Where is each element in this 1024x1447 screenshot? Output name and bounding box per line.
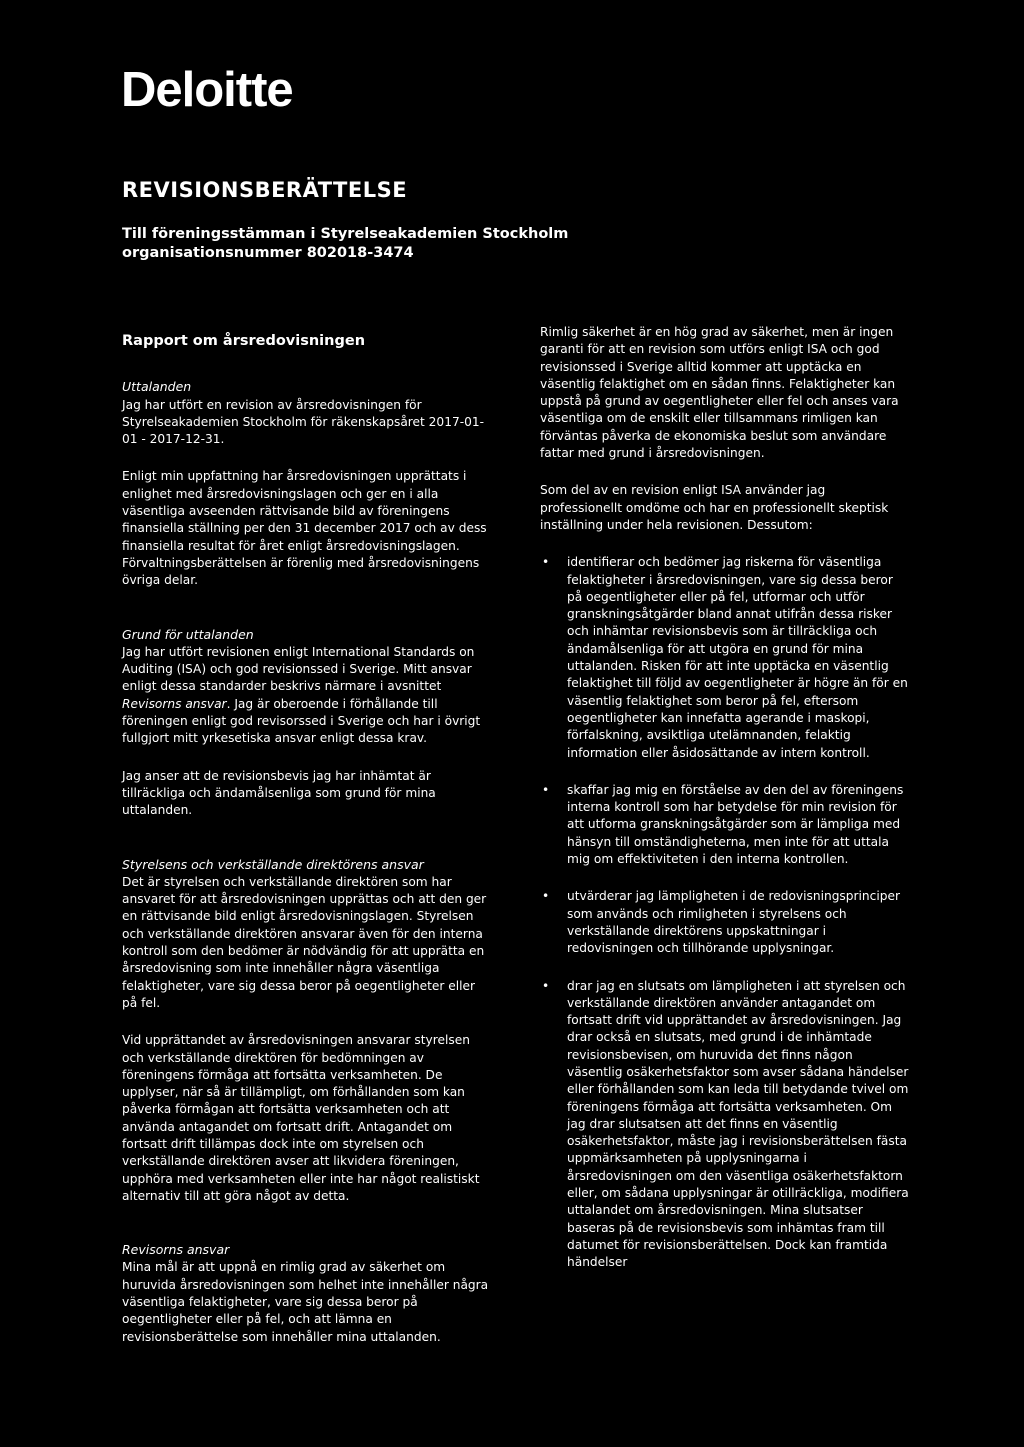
- heading-uttalanden: Uttalanden: [122, 379, 192, 395]
- list-item: [540, 554, 910, 762]
- bullet-icon: •: [542, 889, 550, 904]
- addressee-line-1: Till föreningsstämman i Styrelseakademien Stockholm: [122, 226, 569, 242]
- heading-grund: Grund för uttalanden: [122, 626, 254, 642]
- bullet-icon: •: [542, 555, 550, 570]
- page-title: REVISIONSBERÄTTELSE: [122, 178, 408, 202]
- list-item: [540, 782, 910, 868]
- addressee: [122, 225, 568, 263]
- paragraph-revisorns-1: Mina mål är att uppnå en rimlig grad av säkerhet om huruvida årsredovisningen som helhet inte innehåller några väsentliga felaktigheter, vare sig dessa beror på oegentligheter eller på fel, och att lämna en revisionsberättelse som innehåller mina uttalanden.: [122, 1260, 489, 1344]
- right-column: [540, 324, 910, 1292]
- list-item: [540, 888, 910, 957]
- addressee-line-2: organisationsnummer 802018-3474: [122, 245, 414, 261]
- paragraph-professionellt-omdome: Som del av en revision enligt ISA använder jag professionellt omdöme och har en professionellt skeptisk inställning under hela revisionen. Dessutom:: [540, 483, 889, 532]
- section-title-report: Rapport om årsredovisningen: [122, 333, 366, 349]
- paragraph-styrelsens-2: Vid upprättandet av årsredovisningen ansvarar styrelsen och verkställande direktören för bedömningen av föreningens förmåga att fortsätta verksamheten. De upplyser, när så är tillämpligt, om förhållanden som kan påverka förmågan att fortsätta verksamheten och att använda antagandet om fortsatt drift. Antagandet om fortsatt drift tillämpas dock inte om styrelsen och verkställande direktören avser att likvidera föreningen, upphöra med verksamheten eller inte har något realistiskt alternativ till att göra något av detta.: [122, 1033, 480, 1203]
- bullet-list: [540, 554, 910, 1271]
- bullet-icon: •: [542, 782, 550, 797]
- heading-styrelsens-ansvar: Styrelsens och verkställande direktörens ansvar: [122, 856, 424, 872]
- bullet-icon: •: [542, 978, 550, 993]
- paragraph-rimlig-sakerhet: Rimlig säkerhet är en hög grad av säkerhet, men är ingen garanti för att en revision som utförs enligt ISA och god revisionssed i Sverige alltid kommer att upptäcka en väsentlig felaktighet om en sådan finns. Felaktigheter kan uppstå på grund av oegentligheter eller fel och anses vara väsentliga om de enskilt eller tillsammans rimligen kan förväntas påverka de ekonomiska beslut som användare fattar med grund i årsredovisningen.: [540, 325, 899, 461]
- paragraph-uttalanden-1: Jag har utfört en revision av årsredovisningen för Styrelseakademien Stockholm för räkenskapsåret 2017-01-01 - 2017-12-31.: [122, 397, 484, 447]
- deloitte-logo: Deloitte: [121, 63, 293, 117]
- paragraph-grund-2: Jag anser att de revisionsbevis jag har inhämtat är tillräckliga och ändamålsenliga som grund för mina uttalanden.: [122, 768, 436, 818]
- list-item-text: drar jag en slutsats om lämpligheten i att styrelsen och verkställande direktören använder antagandet om fortsatt drift vid upprättandet av årsredovisningen. Jag drar också en slutsats, med grund i de inhämtade revisionsbevisen, om huruvida det finns någon väsentlig osäkerhetsfaktor som avser sådana händelser eller förhållanden som kan leda till betydande tvivel om föreningens förmåga att fortsätta verksamheten. Om jag drar slutsatsen att det finns en väsentlig osäkerhetsfaktor, måste jag i revisionsberättelsen fästa uppmärksamheten på upplysningarna i årsredovisningen om den väsentliga osäkerhetsfaktorn eller, om sådana upplysningar är otillräckliga, modifiera uttalandet om årsredovisningen. Mina slutsatser baseras på de revisionsbevis som inhämtas fram till datumet för revisionsberättelsen. Dock kan framtida händelser: [567, 978, 909, 1270]
- paragraph-grund-1-reference: Revisorns ansvar: [122, 696, 227, 711]
- paragraph-grund-1: [122, 644, 492, 748]
- list-item-text: identifierar och bedömer jag riskerna för väsentliga felaktigheter i årsredovisningen, vare sig dessa beror på oegentligheter eller på fel, utformar och utför granskningsåtgärder bland annat utifrån dessa risker och inhämtar revisionsbevis som är tillräckliga och ändamålsenliga för att utgöra en grund för mina uttalanden. Risken för att inte upptäcka en väsentlig felaktighet till följd av oegentligheter är högre än för en väsentlig felaktighet som beror på fel, eftersom oegentligheter kan innefatta agerande i maskopi, förfalskning, avsiktliga utelämnanden, felaktig information eller åsidosättande av intern kontroll.: [567, 555, 908, 760]
- list-item-text: skaffar jag mig en förståelse av den del av föreningens interna kontroll som har betydelse för min revision för att utforma granskningsåtgärder som är lämpliga med hänsyn till omständigheterna, men inte för att uttala mig om effektiviteten i den interna kontrollen.: [567, 782, 904, 867]
- paragraph-grund-1-text-b: . Jag är oberoende i förhållande till föreningen enligt god revisorssed i Sverige och har i övrigt fullgjort mitt yrkesetiska ansvar enligt dessa krav.: [122, 696, 481, 746]
- paragraph-styrelsens-1: Det är styrelsen och verkställande direktören som har ansvaret för att årsredovisningen upprättas och att den ger en rättvisande bild enligt årsredovisningslagen. Styrelsen och verkställande direktören ansvarar även för den interna kontroll som den bedömer är nödvändig för att upprätta en årsredovisning som inte innehåller några väsentliga felaktigheter, vare sig dessa beror på oegentligheter eller på fel.: [122, 874, 487, 1010]
- left-column: [122, 333, 492, 1366]
- list-item-text: utvärderar jag lämpligheten i de redovisningsprinciper som används och rimligheten i styrelsens och verkställande direktörens uppskattningar i redovisningen och tillhörande upplysningar.: [567, 889, 900, 956]
- paragraph-uttalanden-2: Enligt min uppfattning har årsredovisningen upprättats i enlighet med årsredovisningslagen och ger en i alla väsentliga avseenden rättvisande bild av föreningens finansiella ställning per den 31 december 2017 och av dess finansiella resultat för året enligt årsredovisningslagen. Förvaltningsberättelsen är förenlig med årsredovisningens övriga delar.: [122, 469, 487, 588]
- paragraph-grund-1-text-a: Jag har utfört revisionen enligt International Standards on Auditing (ISA) och god revisionssed i Sverige. Mitt ansvar enligt dessa standarder beskrivs närmare i avsnittet: [122, 644, 475, 694]
- heading-revisorns-ansvar: Revisorns ansvar: [122, 1242, 230, 1258]
- list-item: [540, 978, 910, 1272]
